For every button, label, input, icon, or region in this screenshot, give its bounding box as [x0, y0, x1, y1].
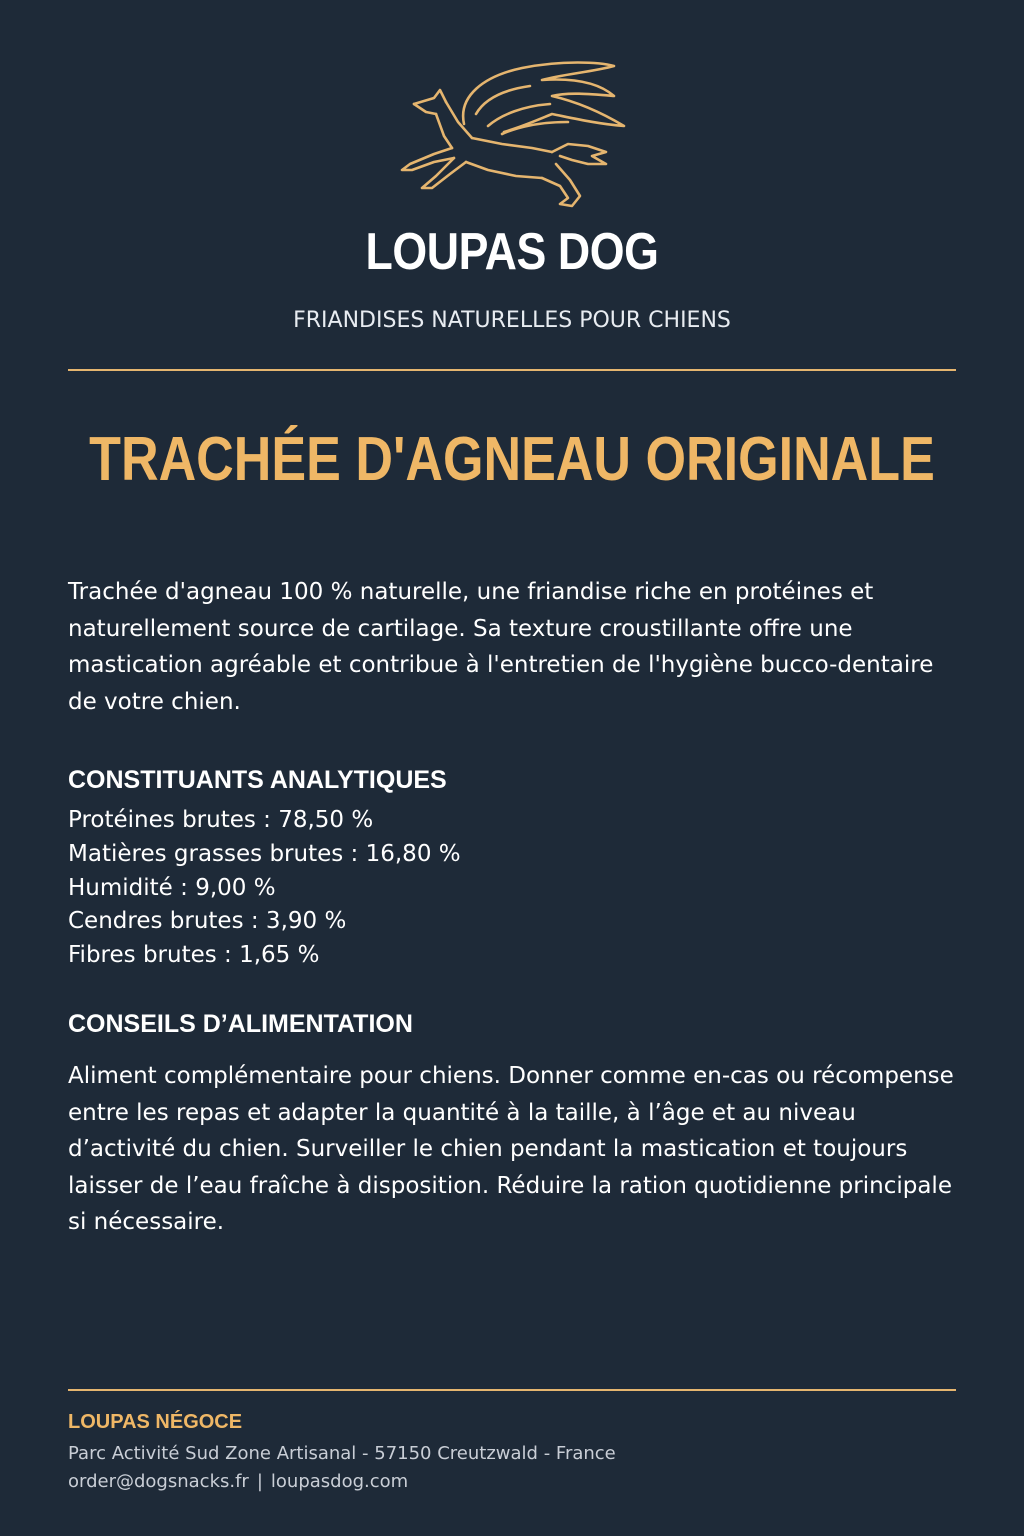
footer-company: LOUPAS NÉGOCE: [68, 1411, 243, 1433]
feeding-text: Aliment complémentaire pour chiens. Donner comme en-cas ou récompense entre les repas et adapter la quantité à la taille, à l’âge et au niveau d’activité du chien. Surveiller le chien pendant la mastication et toujours laisser de l’eau fraîche à disposition. Réduire la ration quotidienne principale si nécessaire.: [68, 1063, 954, 1235]
analytics-item: Humidité : 9,00 %: [68, 874, 276, 901]
analytics-list: [68, 804, 968, 973]
product-title: TRACHÉE D'AGNEAU ORIGINALE: [89, 425, 935, 494]
analytics-item: Fibres brutes : 1,65 %: [68, 942, 320, 969]
brand-name: LOUPAS DOG: [365, 223, 659, 281]
brand-tagline: FRIANDISES NATURELLES POUR CHIENS: [293, 308, 731, 333]
winged-dog-icon: [392, 52, 632, 216]
footer-website: loupasdog.com: [270, 1471, 409, 1492]
header-divider: [68, 369, 956, 371]
footer-address: Parc Activité Sud Zone Artisanal - 57150 Creutzwald - France: [68, 1443, 616, 1464]
product-description: Trachée d'agneau 100 % naturelle, une friandise riche en protéines et naturellement source de cartilage. Sa texture croustillante offre une mastication agréable et contribue à l'entretien de l'hygiène bucco-dentaire de votre chien.: [68, 579, 934, 715]
footer-divider: [68, 1389, 956, 1391]
analytics-item: Protéines brutes : 78,50 %: [68, 807, 374, 833]
analytics-heading: CONSTITUANTS ANALYTIQUES: [68, 766, 447, 794]
footer-separator: |: [256, 1471, 263, 1492]
footer-email: order@dogsnacks.fr: [68, 1471, 249, 1492]
footer-contact: [68, 1471, 408, 1492]
analytics-item: Cendres brutes : 3,90 %: [68, 908, 347, 935]
analytics-item: Matières grasses brutes : 16,80 %: [68, 840, 461, 867]
feeding-heading: CONSEILS D’ALIMENTATION: [68, 1010, 413, 1038]
